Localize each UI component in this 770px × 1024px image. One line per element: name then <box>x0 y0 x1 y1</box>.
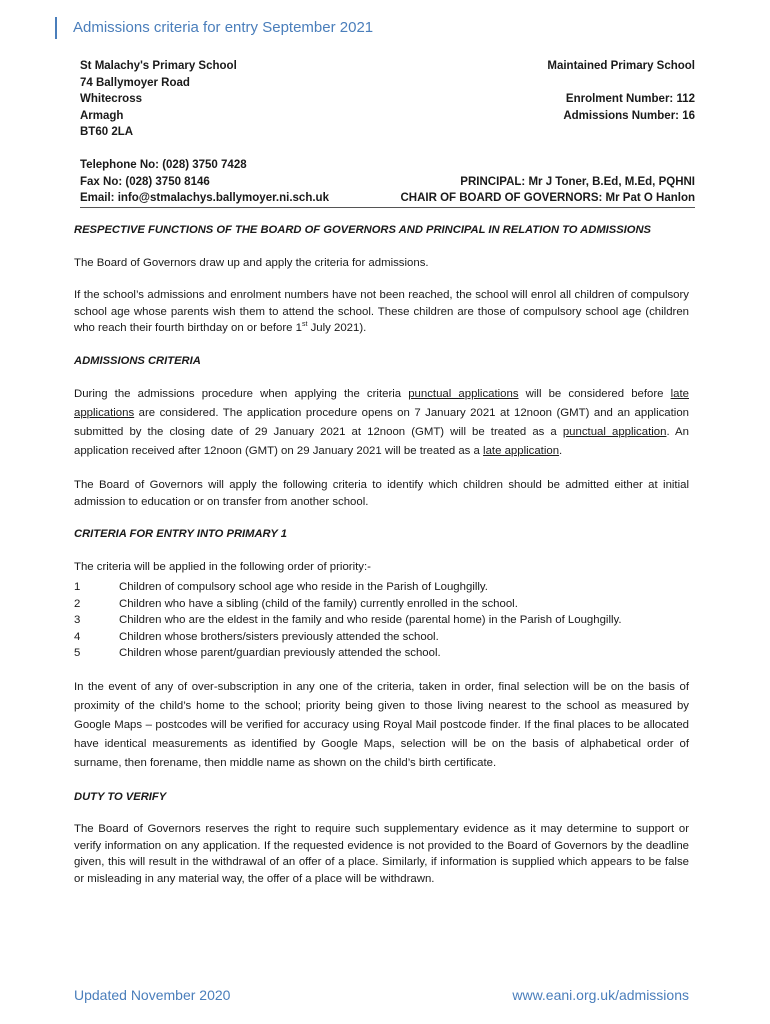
list-item <box>74 596 689 613</box>
school-row-5 <box>80 124 695 141</box>
criteria-p1-c: are considered. The application procedure opens on 7 January 2021 at 12noon (GMT) and an application submitted by the closing date of 29 January 2021 at 12noon (GMT) will be treated as a <box>74 407 689 438</box>
page-header <box>55 17 373 39</box>
list-item-text: Children whose brothers/sisters previously attended the school. <box>119 630 439 643</box>
list-item-text: Children who are the eldest in the family and who reside (parental home) in the Parish of Loughgilly. <box>119 614 622 626</box>
postcode: BT60 2LA <box>80 126 134 138</box>
admissions-number: Admissions Number: 16 <box>563 109 695 122</box>
school-row-4 <box>80 108 695 125</box>
email: Email: info@stmalachys.ballymoyer.ni.sch.uk <box>80 192 329 204</box>
updated-date: Updated November 2020 <box>74 987 231 1003</box>
document-body <box>74 222 689 903</box>
criteria-heading: ADMISSIONS CRITERIA <box>74 354 201 367</box>
criteria-p1-b: will be considered before <box>518 388 671 400</box>
list-item <box>74 612 689 629</box>
page-footer <box>74 987 689 1003</box>
school-name: St Malachy's Primary School <box>80 60 237 72</box>
list-item-number: 4 <box>74 630 81 643</box>
entry-intro: The criteria will be applied in the following order of priority:- <box>74 560 371 573</box>
list-item-number: 2 <box>74 597 81 610</box>
principal: PRINCIPAL: Mr J Toner, B.Ed, M.Ed, PQHNI <box>460 175 695 188</box>
list-item <box>74 629 689 646</box>
school-details <box>80 58 695 208</box>
list-item-text: Children who have a sibling (child of the family) currently enrolled in the school. <box>119 597 518 610</box>
punctual-application-term: punctual application <box>562 426 667 438</box>
school-row-2 <box>80 75 695 92</box>
school-row-6 <box>80 157 695 174</box>
ordinal-suffix: st <box>301 321 308 329</box>
school-row-7 <box>80 174 695 191</box>
criteria-paragraph-2: The Board of Governors will apply the following criteria to identify which children should be admitted either at initial admission to education or on transfer from another school. <box>74 479 689 508</box>
functions-heading: RESPECTIVE FUNCTIONS OF THE BOARD OF GOVERNORS AND PRINCIPAL IN RELATION TO ADMISSIONS <box>74 224 652 236</box>
criteria-list <box>74 579 689 662</box>
functions-p2-text: If the school’s admissions and enrolment numbers have not been reached, the school will enrol all children of compulsory school age whose parents wish them to attend the school. These children are those of compulsory school age (children who reach their fourth birthday on or before 1 <box>74 289 689 334</box>
address-line-3: Armagh <box>80 109 124 122</box>
school-type: Maintained Primary School <box>547 60 695 72</box>
list-item-text: Children of compulsory school age who reside in the Parish of Loughgilly. <box>119 581 488 593</box>
late-application-term: late application <box>483 445 560 457</box>
list-item-text: Children whose parent/guardian previously attended the school. <box>119 647 441 659</box>
functions-p2-end: July 2021). <box>307 322 367 334</box>
criteria-p1-a: During the admissions procedure when applying the criteria <box>74 388 409 400</box>
school-row-8 <box>80 190 695 208</box>
functions-paragraph-1: The Board of Governors draw up and apply the criteria for admissions. <box>74 256 429 269</box>
punctual-applications-term: punctual applications <box>408 388 519 400</box>
criteria-p1-d: . An application received after 12noon (GMT) on 29 January 2021 will be treated as a <box>74 426 689 457</box>
enrolment-number: Enrolment Number: 112 <box>565 93 695 105</box>
telephone: Telephone No: (028) 3750 7428 <box>80 159 247 171</box>
school-row-3 <box>80 91 695 108</box>
entry-paragraph-2: In the event of any of over-subscription in any one of the criteria, taken in order, final selection will be on the basis of proximity of the child’s home to the school; priority being given to those living nearest to the school as measured by Google Maps – postcodes will be verified for accuracy using Royal Mail postcode finder. If the final places to be allocated have identical measurements as identified by Google Maps, selection will be on the basis of alphabetical order of surname, then forename, then middle name as shown on the child’s birth certificate. <box>74 680 689 769</box>
address-line-2: Whitecross <box>80 93 142 105</box>
page-title: Admissions criteria for entry September 2021 <box>73 19 374 36</box>
verify-paragraph: The Board of Governors reserves the right to require such supplementary evidence as it may determine to support or verify information on any application. If the requested evidence is not provided to the Board of Governors by the deadline given, this will result in the withdrawal of an offer of a place. Similarly, if information is supplied which appears to be false or misleading in any material way, the offer of a place will be withdrawn. <box>74 823 689 885</box>
address-line-1: 74 Ballymoyer Road <box>80 76 190 89</box>
list-item-number: 5 <box>74 647 81 659</box>
fax: Fax No: (028) 3750 8146 <box>80 175 210 188</box>
chair-of-governors: CHAIR OF BOARD OF GOVERNORS: Mr Pat O Hanlon <box>400 192 695 204</box>
entry-heading: CRITERIA FOR ENTRY INTO PRIMARY 1 <box>74 528 288 540</box>
list-item-number: 3 <box>74 614 81 626</box>
admissions-url-link[interactable]: www.eani.org.uk/admissions <box>512 987 689 1003</box>
late-applications-term: late applications <box>74 388 689 419</box>
list-item <box>74 579 689 596</box>
criteria-p1-e: . <box>559 445 563 457</box>
criteria-paragraph-1 <box>74 385 689 461</box>
verify-heading: DUTY TO VERIFY <box>74 790 167 803</box>
functions-paragraph-2 <box>74 287 689 337</box>
list-item-number: 1 <box>74 581 81 593</box>
school-row-1 <box>80 58 695 75</box>
list-item <box>74 645 689 662</box>
